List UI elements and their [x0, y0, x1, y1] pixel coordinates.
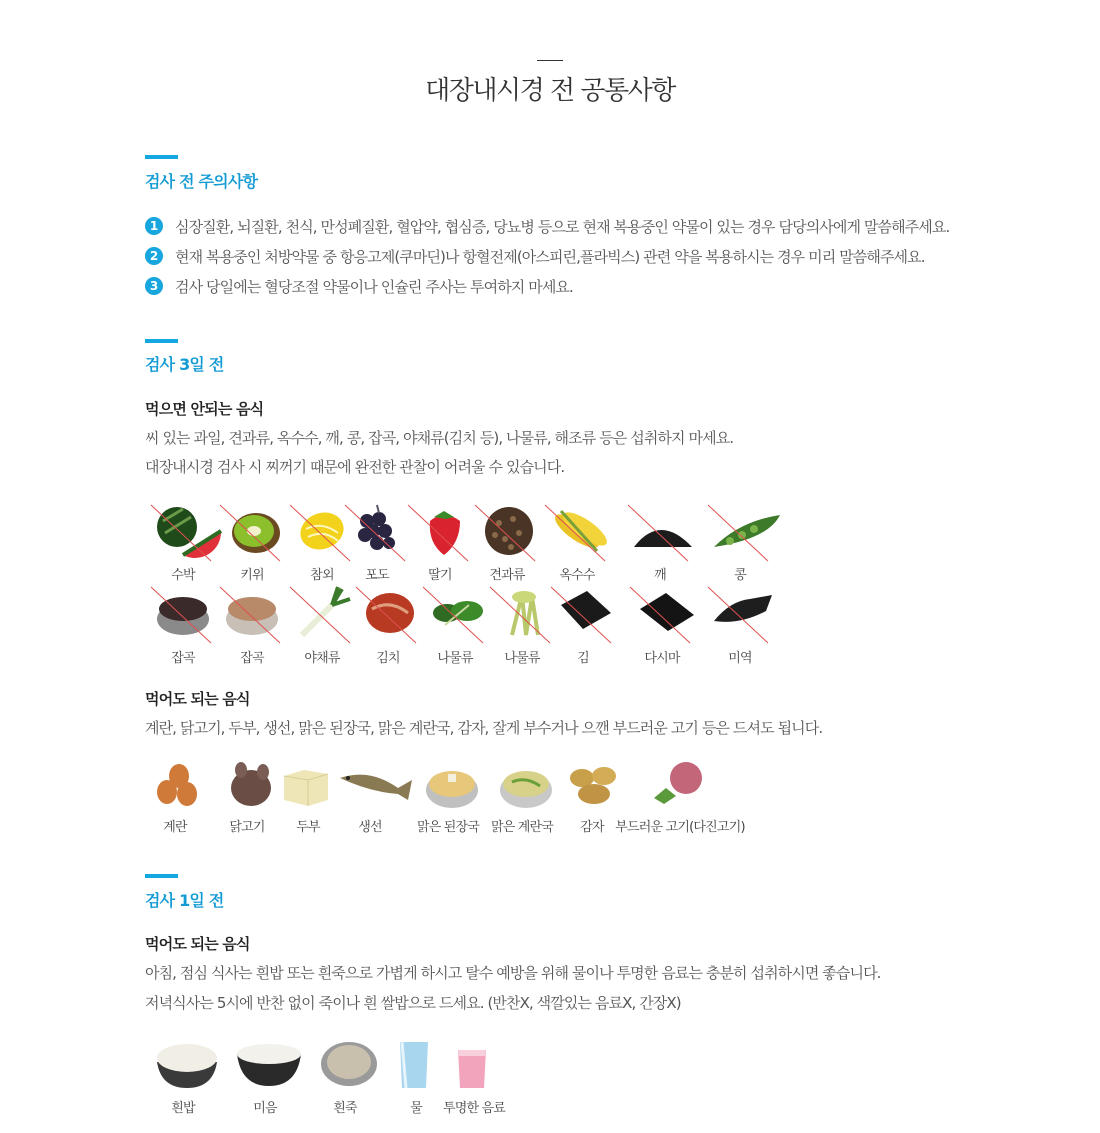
food-label: 계란: [163, 820, 187, 835]
precaution-item: [145, 241, 949, 271]
food-watermelon: [143, 503, 223, 583]
porridge-bowl-icon: [315, 1038, 385, 1090]
food-label: 감자: [580, 820, 604, 835]
food-white-porridge: [305, 1038, 385, 1118]
precaution-list: [145, 211, 949, 301]
food-label: 미음: [253, 1101, 277, 1116]
food-label: 옥수수: [559, 568, 595, 583]
food-label: 흰밥: [171, 1101, 195, 1116]
allowed-foods-desc-2: 저녁식사는 5시에 반찬 없이 죽이나 흰 쌀밥으로 드세요. (반찬X, 색깔있는 음료X, 간장X): [145, 994, 681, 1012]
food-kiwi: [212, 503, 292, 583]
page-title: 대장내시경 전 공통사항: [425, 76, 675, 106]
food-label: 다시마: [644, 651, 680, 666]
pink-drink-icon: [444, 1038, 504, 1090]
precaution-item: [145, 271, 949, 301]
food-label: 견과류: [489, 568, 525, 583]
food-egg: [135, 760, 215, 840]
food-label: 생선: [358, 820, 382, 835]
potato-icon: [562, 760, 632, 810]
food-fish: [330, 760, 410, 840]
precaution-text: 심장질환, 뇌질환, 천식, 만성폐질환, 혈압약, 협심증, 당뇨병 등으로 현재 복용중인 약물이 있는 경우 담당의사에게 말씀해주세요.: [175, 217, 950, 236]
food-grains-2: [212, 585, 292, 665]
gruel-bowl-icon: [235, 1038, 305, 1090]
rice-bowl-icon: [153, 1038, 223, 1090]
ground-meat-icon: [650, 760, 720, 810]
food-nuts: [467, 503, 547, 583]
food-corn: [537, 503, 617, 583]
food-label: 김치: [376, 651, 400, 666]
food-label: 잡곡: [240, 651, 264, 666]
food-label: 나물류: [437, 651, 473, 666]
food-label: 김: [577, 651, 589, 666]
food-label: 맑은 된장국: [416, 820, 480, 835]
allowed-foods-title: 먹어도 되는 음식: [145, 690, 250, 708]
forbidden-foods-desc-1: 씨 있는 과일, 견과류, 옥수수, 깨, 콩, 잡곡, 야채류(김치 등), 나물류, 해조류 등은 섭취하지 마세요.: [145, 429, 734, 447]
food-beans: [700, 503, 780, 583]
food-label: 키위: [240, 568, 264, 583]
precaution-item: [145, 211, 949, 241]
allowed-foods-desc-1: 아침, 점심 식사는 흰밥 또는 흰죽으로 가볍게 하시고 탈수 예방을 위해 물이나 투명한 음료는 충분히 섭취하시면 좋습니다.: [145, 964, 881, 982]
forbidden-foods-desc-2: 대장내시경 검사 시 찌꺼기 때문에 완전한 관찰이 어려울 수 있습니다.: [145, 458, 565, 476]
food-label: 나물류: [504, 651, 540, 666]
food-label: 물: [410, 1101, 422, 1116]
number-badge: 1: [145, 217, 163, 235]
food-label: 미역: [728, 651, 752, 666]
food-rice-gruel: [225, 1038, 305, 1118]
section-bar: [145, 339, 178, 343]
food-label: 야채류: [304, 651, 340, 666]
section-bar: [145, 155, 178, 159]
allowed-foods-desc: 계란, 닭고기, 두부, 생선, 맑은 된장국, 맑은 계란국, 감자, 잘게 부수거나 으깬 부드러운 고기 등은 드셔도 됩니다.: [145, 719, 823, 737]
food-label: 흰죽: [333, 1101, 357, 1116]
number-badge: 3: [145, 277, 163, 295]
food-label: 투명한 음료: [442, 1101, 506, 1116]
food-label: 참외: [310, 568, 334, 583]
food-white-rice: [143, 1038, 223, 1118]
title-rule: [537, 60, 563, 61]
number-badge: 2: [145, 247, 163, 265]
precaution-text: 현재 복용중인 처방약물 중 항응고제(쿠마딘)나 항혈전제(아스피린,플라빅스) 관련 약을 복용하시는 경우 미리 말씀해주세요.: [175, 247, 925, 266]
food-kelp: [622, 585, 702, 665]
food-sesame: [620, 503, 700, 583]
food-egg-soup: [482, 760, 562, 840]
food-seaweed: [700, 585, 780, 665]
food-label: 콩: [734, 568, 746, 583]
egg-icon: [145, 760, 215, 810]
food-label: 맑은 계란국: [490, 820, 554, 835]
section-title-precautions: 검사 전 주의사항: [145, 172, 258, 191]
food-ground-meat: [615, 760, 745, 840]
section-bar: [145, 874, 178, 878]
soup-bowl-icon: [418, 760, 488, 810]
food-soybean-soup: [408, 760, 488, 840]
food-label: 잡곡: [171, 651, 195, 666]
food-grains-1: [143, 585, 223, 665]
food-clear-drink: [434, 1038, 514, 1118]
food-laver: [543, 585, 623, 665]
food-label: 깨: [654, 568, 666, 583]
food-label: 부드러운 고기(다진고기): [615, 820, 745, 835]
food-label: 포도: [365, 568, 389, 583]
section-title-3days: 검사 3일 전: [145, 355, 224, 374]
food-label: 닭고기: [229, 820, 265, 835]
section-title-1day: 검사 1일 전: [145, 891, 224, 910]
food-label: 딸기: [428, 568, 452, 583]
food-label: 수박: [171, 568, 195, 583]
food-label: 두부: [296, 820, 320, 835]
allowed-foods-title: 먹어도 되는 음식: [145, 935, 250, 953]
forbidden-foods-title: 먹으면 안되는 음식: [145, 400, 264, 418]
precaution-text: 검사 당일에는 혈당조절 약물이나 인슐린 주사는 투여하지 마세요.: [175, 277, 573, 296]
